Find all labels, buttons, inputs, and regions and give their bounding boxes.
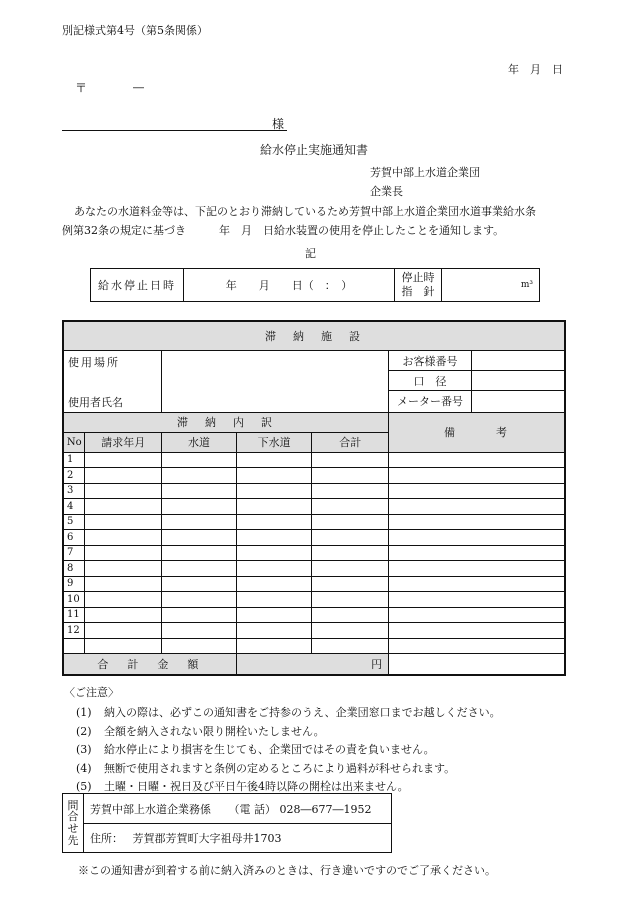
meter-label-line1: 停止時 — [401, 271, 435, 285]
addressee-line — [62, 130, 287, 131]
row-number: 5 — [63, 514, 85, 530]
row-water — [162, 468, 237, 484]
row-remarks — [389, 545, 565, 561]
location-value — [162, 351, 389, 413]
row-total — [312, 607, 389, 623]
row-total — [312, 452, 389, 468]
note-number: (2) — [76, 724, 92, 738]
notes-heading: 〈ご注意〉 — [64, 686, 119, 699]
total-amount-yen: 円 — [236, 654, 388, 676]
row-sewer — [236, 607, 312, 623]
meter-reading-label — [395, 269, 442, 302]
row-remarks — [389, 592, 565, 608]
col-total: 合計 — [312, 432, 389, 452]
location-label: 使用場所 — [63, 351, 162, 391]
row-total — [312, 468, 389, 484]
row-remarks — [389, 452, 565, 468]
row-billing-month — [85, 452, 162, 468]
table-row — [63, 530, 565, 546]
inquiry-office: 芳賀中部上水道企業務係 — [90, 802, 211, 816]
row-sewer — [236, 592, 312, 608]
row-sewer — [236, 499, 312, 515]
meter-no-value — [471, 391, 565, 413]
row-remarks — [389, 623, 565, 639]
row-billing-month — [85, 545, 162, 561]
row-water — [162, 592, 237, 608]
inquiry-tel-label: （電 話） — [228, 802, 276, 816]
row-total — [312, 561, 389, 577]
inquiry-tel: 028―677―1952 — [279, 802, 372, 816]
row-sewer — [236, 530, 312, 546]
row-number: 3 — [63, 483, 85, 499]
row-remarks — [389, 607, 565, 623]
row-water — [162, 499, 237, 515]
row-number: 12 — [63, 623, 85, 639]
footer-note: ※この通知書が到着する前に納入済みのときは、行き違いですのでご了承ください。 — [78, 864, 496, 877]
row-water — [162, 623, 237, 639]
section-title: 滞 納 施 設 — [63, 321, 565, 351]
col-no: No — [63, 432, 85, 452]
table-row — [63, 545, 565, 561]
row-billing-month — [85, 561, 162, 577]
row-billing-month — [85, 576, 162, 592]
sender-org: 芳賀中部上水道企業団 — [370, 166, 480, 179]
note-number: (3) — [76, 743, 92, 756]
addressee-suffix: 様 — [272, 117, 285, 131]
row-total — [312, 530, 389, 546]
row-remarks — [389, 561, 565, 577]
row-remarks — [389, 530, 565, 546]
row-total — [312, 592, 389, 608]
row-number: 1 — [63, 452, 85, 468]
row-sewer — [236, 483, 312, 499]
note-number: (1) — [76, 706, 92, 719]
total-remarks — [389, 654, 565, 676]
row-billing-month — [85, 483, 162, 499]
table-row — [63, 499, 565, 515]
row-number: 2 — [63, 468, 85, 484]
row-number: 9 — [63, 576, 85, 592]
table-row — [63, 623, 565, 639]
row-total — [312, 576, 389, 592]
row-sewer — [236, 545, 312, 561]
postal-dash: ― — [133, 81, 144, 94]
body-line-2: 例第32条の規定に基づき 年 月 日給水装置の使用を停止したことを通知します。 — [62, 224, 505, 237]
table-row — [63, 607, 565, 623]
inquiry-box — [62, 793, 392, 853]
customer-no-value — [471, 351, 565, 371]
sender-role: 企業長 — [370, 185, 403, 198]
row-number: 10 — [63, 592, 85, 608]
table-row — [63, 452, 565, 468]
row-total — [312, 623, 389, 639]
row-water — [162, 483, 237, 499]
ki-label: 記 — [305, 247, 316, 260]
blank-row-cell — [63, 638, 85, 654]
stop-date-label: 給水停止日時 — [91, 269, 184, 302]
row-billing-month — [85, 592, 162, 608]
row-sewer — [236, 452, 312, 468]
row-remarks — [389, 499, 565, 515]
row-remarks — [389, 514, 565, 530]
meter-no-label: メーター番号 — [389, 391, 472, 413]
table-row — [63, 576, 565, 592]
row-water — [162, 576, 237, 592]
breakdown-title: 滞 納 内 訳 — [63, 412, 389, 432]
table-row — [63, 592, 565, 608]
note-text: 納入の際は、必ずこの通知書をご持参のうえ、企業団窓口までお越しください。 — [104, 706, 501, 719]
row-water — [162, 530, 237, 546]
note-text: 土曜・日曜・祝日及び平日午後4時以降の開栓は出来ません。 — [104, 780, 409, 793]
note-text: 無断で使用されますと条例の定めるところにより過料が科せられます。 — [104, 761, 456, 775]
row-billing-month — [85, 514, 162, 530]
meter-label-line2: 指 針 — [401, 285, 435, 298]
table-row — [63, 514, 565, 530]
total-amount-label: 合 計 金 額 — [63, 654, 236, 676]
inquiry-address-row — [84, 824, 392, 853]
row-number: 6 — [63, 530, 85, 546]
row-water — [162, 545, 237, 561]
stop-date-value: 年 月 日（ ： ） — [184, 269, 395, 302]
col-water: 水道 — [162, 432, 237, 452]
row-billing-month — [85, 468, 162, 484]
inquiry-address: 芳賀郡芳賀町大字祖母井1703 — [132, 832, 282, 845]
page-title: 給水停止実施通知書 — [260, 143, 369, 157]
body-line-1: あなたの水道料金等は、下記のとおり滞納しているため芳賀中部上水道企業団水道事業給水条 — [74, 205, 536, 218]
row-remarks — [389, 468, 565, 484]
row-billing-month — [85, 530, 162, 546]
user-name-label: 使用者氏名 — [63, 391, 162, 413]
row-total — [312, 545, 389, 561]
row-number: 4 — [63, 499, 85, 515]
row-total — [312, 483, 389, 499]
row-sewer — [236, 576, 312, 592]
meter-unit: m³ — [442, 269, 540, 302]
inquiry-label — [63, 794, 84, 853]
note-text: 全額を納入されない限り開栓いたしません。 — [104, 724, 325, 738]
row-sewer — [236, 561, 312, 577]
row-number: 7 — [63, 545, 85, 561]
row-water — [162, 607, 237, 623]
customer-no-label: お客様番号 — [389, 351, 472, 371]
row-sewer — [236, 514, 312, 530]
diameter-label: 口 径 — [389, 371, 472, 391]
inquiry-label-text: 問合せ先 — [67, 798, 79, 847]
col-billing-month: 請求年月 — [85, 432, 162, 452]
row-water — [162, 452, 237, 468]
table-row — [63, 561, 565, 577]
row-water — [162, 514, 237, 530]
row-water — [162, 561, 237, 577]
row-billing-month — [85, 607, 162, 623]
diameter-value — [471, 371, 565, 391]
row-remarks — [389, 483, 565, 499]
inquiry-office-row — [84, 794, 392, 824]
remarks-header: 備 考 — [389, 412, 565, 452]
date-field: 年 月 日 — [508, 63, 563, 76]
row-billing-month — [85, 623, 162, 639]
row-sewer — [236, 468, 312, 484]
table-row — [63, 483, 565, 499]
inquiry-address-label: 住所： — [90, 832, 123, 845]
note-text: 給水停止により損害を生じても、企業団ではその責を負いません。 — [104, 743, 435, 756]
row-number: 8 — [63, 561, 85, 577]
row-billing-month — [85, 499, 162, 515]
form-number: 別記様式第4号（第5条関係） — [62, 24, 208, 37]
postal-mark: 〒 — [75, 81, 88, 95]
row-total — [312, 499, 389, 515]
row-number: 11 — [63, 607, 85, 623]
arrears-table — [62, 320, 566, 676]
note-number: (5) — [76, 780, 92, 793]
note-number: (4) — [76, 761, 92, 775]
col-sewer: 下水道 — [236, 432, 312, 452]
row-sewer — [236, 623, 312, 639]
row-total — [312, 514, 389, 530]
stop-info-box — [90, 268, 540, 302]
table-row — [63, 468, 565, 484]
row-remarks — [389, 576, 565, 592]
